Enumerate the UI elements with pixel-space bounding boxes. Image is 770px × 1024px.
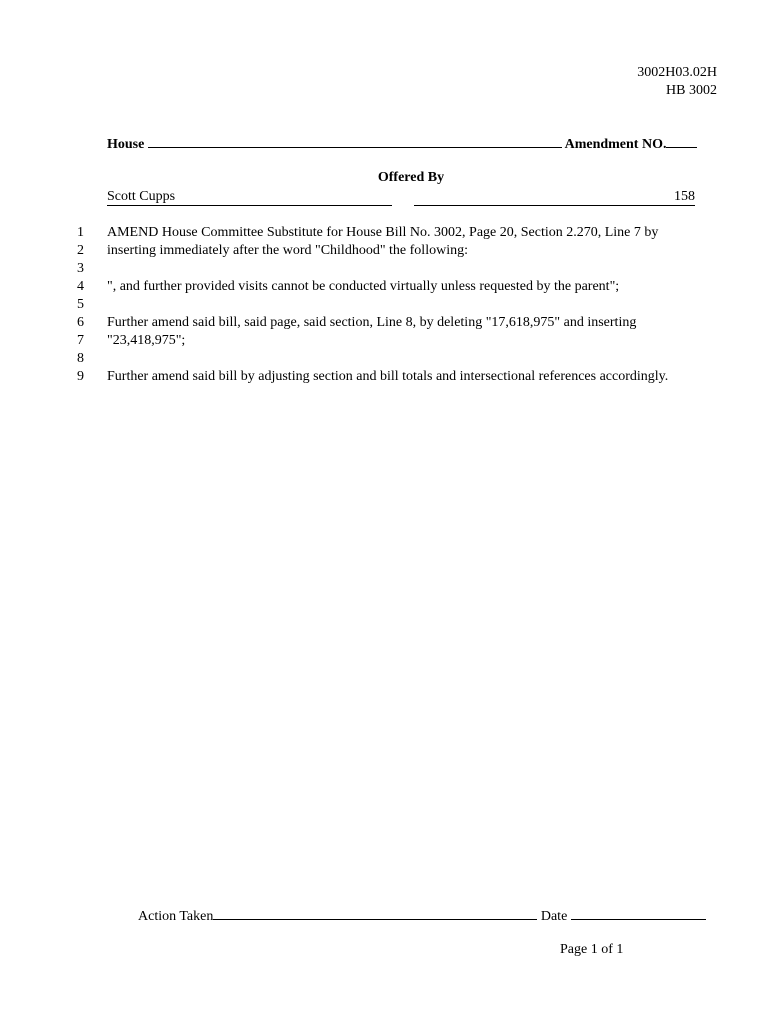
- body-line: Further amend said bill, said page, said section, Line 8, by deleting "17,618,975" and inserting: [107, 315, 637, 330]
- body-line: AMEND House Committee Substitute for House Bill No. 3002, Page 20, Section 2.270, Line 7 by: [107, 225, 659, 240]
- document-identifier: [637, 64, 717, 100]
- body-line: "23,418,975";: [107, 333, 186, 348]
- line-number: 8: [77, 351, 84, 366]
- body-line: [107, 260, 668, 278]
- amendment-number-blank: [666, 134, 697, 148]
- body-line: [107, 350, 668, 368]
- body-line: ", and further provided visits cannot be conducted virtually unless requested by the parent";: [107, 279, 620, 294]
- line-number: 2: [77, 243, 84, 258]
- body-line: Further amend said bill by adjusting section and bill totals and intersectional references accordingly.: [107, 369, 669, 384]
- line-number: 6: [77, 315, 84, 330]
- amendment-body: [107, 224, 668, 386]
- date-blank: [571, 906, 706, 920]
- bill-number: HB 3002: [666, 83, 717, 98]
- line-number: 7: [77, 333, 84, 348]
- offered-by-label: Offered By: [377, 170, 445, 185]
- line-number: 4: [77, 279, 84, 294]
- doc-number: 3002H03.02H: [637, 65, 717, 80]
- district-number: 158: [414, 189, 695, 206]
- house-label: House: [107, 137, 145, 152]
- line-number: 9: [77, 369, 84, 384]
- date-label: Date: [540, 909, 568, 924]
- action-taken-label: Action Taken: [138, 909, 214, 924]
- sponsor-name: Scott Cupps: [107, 189, 392, 206]
- page-number: Page 1 of 1: [560, 942, 624, 957]
- body-line: inserting immediately after the word "Childhood" the following:: [107, 243, 468, 258]
- line-number: 3: [77, 261, 84, 276]
- line-number: 5: [77, 297, 84, 312]
- line-number: 1: [77, 225, 84, 240]
- action-taken-line: [138, 906, 706, 925]
- amendment-header-line: [107, 134, 697, 153]
- house-blank: [148, 134, 562, 148]
- body-line: [107, 296, 668, 314]
- action-taken-blank: [213, 906, 537, 920]
- amendment-number-label: Amendment NO.: [564, 137, 667, 152]
- line-number-column: [60, 224, 84, 386]
